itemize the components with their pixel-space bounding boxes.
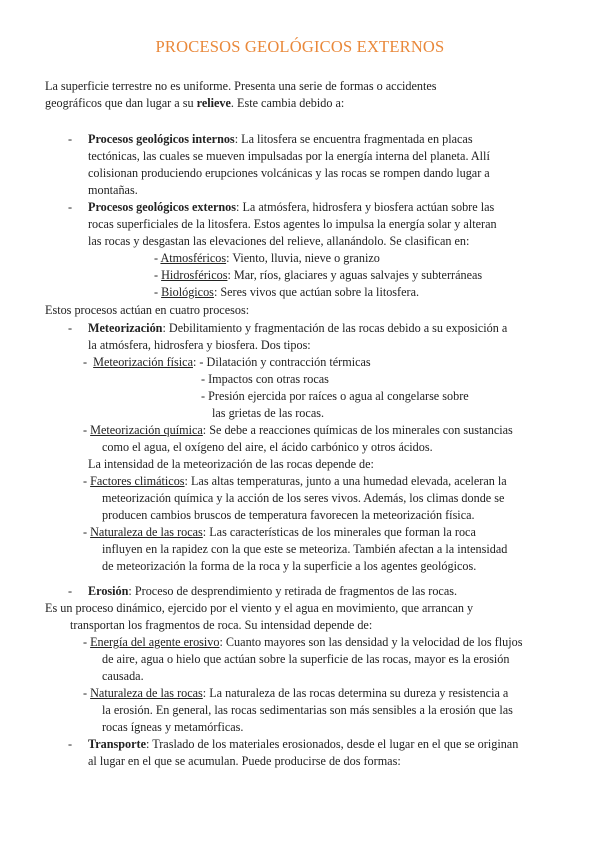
bullet-dash: - [68,321,73,335]
factores-line-3: producen cambios bruscos de temperatura favorecen la meteorización física. [102,508,475,522]
meteorizacion-line-1: Meteorización: Debilitamiento y fragmentación de las rocas debido a su exposición a [88,321,508,335]
energia-line-2: de aire, agua o hielo que actúan sobre la superficie de las rocas, mayor es la erosión [102,652,510,666]
bullet-dash: - [68,200,73,214]
bullet-dash: - [68,737,73,751]
energia-line-3: causada. [102,669,144,683]
meteorizacion-line-2: la atmósfera, hidrosfera y biosfera. Dos tipos: [88,338,311,352]
internos-line-2: tectónicas, las cuales se mueven impulsadas por la energía interna del planeta. Allí [88,149,490,163]
externos-line-3: las rocas y desgastan las elevaciones del relieve, allanándolo. Se clasifican en: [88,234,470,248]
bullet-dash: - [68,132,73,146]
erosion-line-1: Erosión: Proceso de desprendimiento y retirada de fragmentos de las rocas. [88,584,458,598]
intro-line-2: geográficos que dan lugar a su relieve. Este cambia debido a: [45,96,345,110]
naturaleza-ero-line-2: la erosión. En general, las rocas sedimentarias son más sensibles a la erosión que las [102,703,513,717]
fisica-line-3: - Presión ejercida por raíces o agua al congelarse sobre [201,389,469,403]
page-title: PROCESOS GEOLÓGICOS EXTERNOS [155,37,445,56]
factores-line-2: meteorización química y la acción de los seres vivos. Además, los climas donde se [102,491,505,505]
fisica-line-4: las grietas de las rocas. [212,406,325,420]
naturaleza-met-line-3: de meteorización la forma de la roca y la superficie a los agentes geológicos. [102,559,477,573]
intensidad-line: La intensidad de la meteorización de las rocas depende de: [88,457,374,471]
externos-line-1: Procesos geológicos externos: La atmósfera, hidrosfera y biosfera actúan sobre las [88,200,495,214]
bullet-dash: - [68,584,73,598]
internos-line-4: montañas. [88,183,138,197]
energia-line-1: - Energía del agente erosivo: Cuanto mayores son las densidad y la velocidad de los flujos [83,635,523,649]
cuatro-procesos: Estos procesos actúan en cuatro procesos: [45,303,250,317]
intro-line-1: La superficie terrestre no es uniforme. Presenta una serie de formas o accidentes [45,79,437,93]
relieve-term: relieve [196,96,231,110]
fisica-line-1: - Meteorización física: - Dilatación y contracción térmicas [83,355,371,369]
quimica-line-2: como el agua, el oxígeno del aire, el ácido carbónico y otros ácidos. [102,440,433,454]
factores-line-1: - Factores climáticos: Las altas temperaturas, junto a una humedad elevada, aceleran la [83,474,507,488]
internos-line-3: colisionan produciendo erupciones volcánicas y las rocas se rompen dando lugar a [88,166,490,180]
naturaleza-met-line-1: - Naturaleza de las rocas: Las características de los minerales que forman la roca [83,525,476,539]
naturaleza-met-line-2: influyen en la rapidez con la que este se meteoriza. También afectan a la intensidad [102,542,508,556]
erosion-para-1: Es un proceso dinámico, ejercido por el viento y el agua en movimiento, que arrancan y [45,601,474,615]
internos-line-1: Procesos geológicos internos: La litosfera se encuentra fragmentada en placas [88,132,473,146]
erosion-para-2: transportan los fragmentos de roca. Su intensidad depende de: [70,618,373,632]
externos-line-2: rocas superficiales de la litosfera. Estos agentes lo impulsa la energía solar y alteran [88,217,497,231]
externos-sub-biologicos: - Biológicos: Seres vivos que actúan sobre la litosfera. [154,285,420,299]
transporte-line-2: al lugar en el que se acumulan. Puede producirse de dos formas: [88,754,401,768]
externos-sub-hidrosfericos: - Hidrosféricos: Mar, ríos, glaciares y aguas salvajes y subterráneas [154,268,483,282]
quimica-line-1: - Meteorización química: Se debe a reacciones químicas de los minerales con sustancias [83,423,513,437]
transporte-line-1: Transporte: Traslado de los materiales erosionados, desde el lugar en el que se originan [88,737,519,751]
naturaleza-ero-line-3: rocas ígneas y metamórficas. [102,720,244,734]
externos-sub-atmosfericos: - Atmosféricos: Viento, lluvia, nieve o granizo [154,251,380,265]
fisica-line-2: - Impactos con otras rocas [201,372,329,386]
naturaleza-ero-line-1: - Naturaleza de las rocas: La naturaleza de las rocas determina su dureza y resistencia a [83,686,509,700]
